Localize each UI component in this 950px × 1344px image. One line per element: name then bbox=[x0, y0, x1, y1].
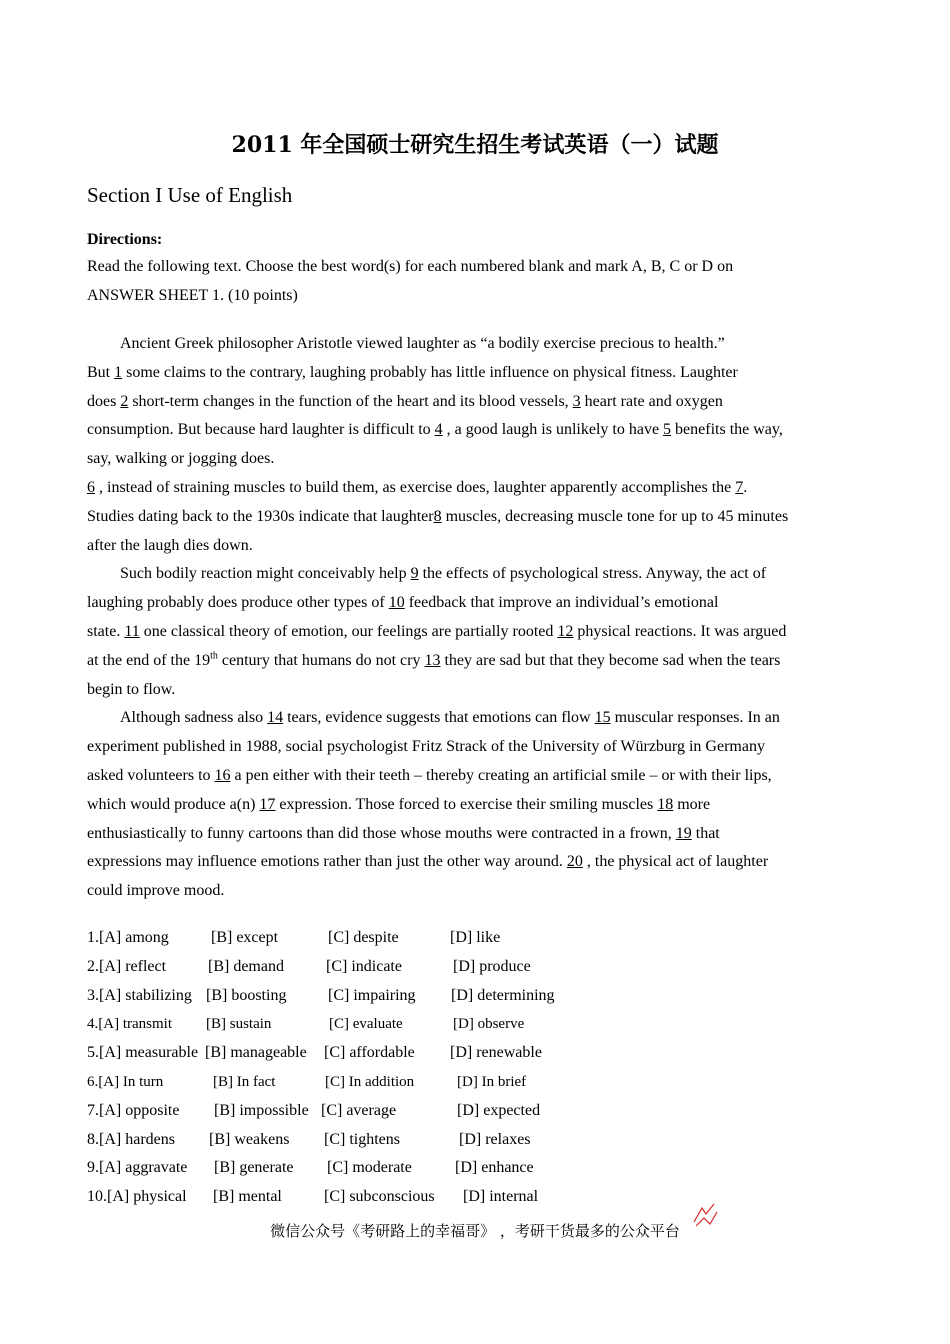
option-b: [B] except bbox=[211, 929, 279, 946]
passage-text: benefits the way, bbox=[671, 421, 783, 439]
option-a: 5.[A] measurable bbox=[87, 1044, 199, 1062]
option-a: 10.[A] physical bbox=[87, 1188, 187, 1206]
option-row-10 bbox=[87, 1183, 647, 1212]
option-a: 7.[A] opposite bbox=[87, 1101, 180, 1119]
passage-text: say, walking or jogging does. bbox=[87, 450, 275, 468]
paragraph-2 bbox=[87, 474, 859, 560]
page-title: 2011 年全国硕士研究生招生考试英语（一）试题 bbox=[231, 132, 719, 158]
option-c: [C] subconscious bbox=[324, 1188, 435, 1206]
blank-15: 15 bbox=[594, 709, 611, 727]
stamp-mark-icon bbox=[690, 1200, 720, 1230]
blank-14: 14 bbox=[267, 709, 284, 727]
option-row-4 bbox=[87, 1010, 647, 1039]
passage-text: expressions may influence emotions rather than just the other way around. bbox=[87, 853, 567, 871]
option-c: [C] evaluate bbox=[329, 1016, 403, 1033]
option-c: [C] tightens bbox=[324, 1130, 400, 1148]
passage-text: one classical theory of emotion, our feelings are partially rooted bbox=[139, 622, 558, 640]
option-d: [D] internal bbox=[463, 1188, 539, 1206]
passage-text: Such bodily reaction might conceivably help bbox=[120, 565, 411, 583]
option-row-2 bbox=[87, 953, 647, 982]
passage-text: muscular responses. In an bbox=[610, 709, 780, 727]
option-a: 4.[A] transmit bbox=[87, 1016, 172, 1033]
option-c: [C] affordable bbox=[324, 1044, 415, 1062]
option-a: 2.[A] reflect bbox=[87, 957, 167, 975]
directions-text bbox=[87, 253, 857, 311]
option-d: [D] like bbox=[450, 929, 501, 946]
passage-text: . bbox=[743, 478, 748, 496]
passage bbox=[87, 330, 859, 906]
option-b: [B] sustain bbox=[206, 1016, 272, 1033]
option-b: [B] mental bbox=[213, 1188, 282, 1206]
passage-text: feedback that improve an individual’s emotional bbox=[404, 594, 719, 612]
passage-text: Although sadness also bbox=[120, 709, 268, 727]
paragraph-4 bbox=[87, 704, 859, 906]
blank-6: 6 bbox=[87, 478, 95, 496]
superscript-th: th bbox=[210, 650, 218, 662]
option-c: [C] In addition bbox=[325, 1073, 415, 1090]
passage-text: physical reactions. It was argued bbox=[573, 622, 787, 640]
option-d: [D] determining bbox=[451, 986, 555, 1004]
blank-20: 20 bbox=[566, 853, 583, 871]
option-d: [D] enhance bbox=[455, 1159, 534, 1177]
option-c: [C] indicate bbox=[326, 957, 402, 975]
passage-text: that bbox=[691, 824, 720, 842]
passage-text: short-term changes in the function of the heart and its blood vessels, bbox=[128, 392, 573, 410]
option-d: [D] renewable bbox=[450, 1044, 542, 1062]
passage-text: asked volunteers to bbox=[87, 766, 215, 784]
blank-12: 12 bbox=[557, 622, 574, 640]
option-c: [C] moderate bbox=[327, 1159, 412, 1177]
passage-text: the effects of psychological stress. Anyway, the act of bbox=[418, 565, 767, 583]
passage-text: experiment published in 1988, social psychologist Fritz Strack of the University of Würzburg in Germany bbox=[87, 738, 765, 756]
blank-17: 17 bbox=[259, 795, 276, 813]
option-d: [D] In brief bbox=[457, 1073, 527, 1090]
option-d: [D] relaxes bbox=[459, 1130, 531, 1148]
passage-text: , instead of straining muscles to build them, as exercise does, laughter apparently accomplishes the bbox=[95, 478, 736, 496]
passage-text: laughing probably does produce other types of bbox=[87, 594, 389, 612]
passage-text: , a good laugh is unlikely to have bbox=[442, 421, 664, 439]
option-a: 6.[A] In turn bbox=[87, 1073, 164, 1090]
option-d: [D] observe bbox=[453, 1016, 525, 1033]
passage-text: they are sad but that they become sad when the tears bbox=[440, 651, 781, 669]
passage-text: enthusiastically to funny cartoons than did those whose mouths were contracted in a frown, bbox=[87, 824, 676, 842]
option-row-7 bbox=[87, 1097, 647, 1126]
option-c: [C] despite bbox=[328, 929, 399, 946]
blank-7: 7 bbox=[735, 478, 744, 496]
passage-text: heart rate and oxygen bbox=[580, 392, 723, 410]
directions-line: ANSWER SHEET 1. (10 points) bbox=[87, 286, 298, 304]
blank-2: 2 bbox=[120, 392, 129, 410]
passage-text: muscles, decreasing muscle tone for up to 45 minutes bbox=[441, 507, 789, 525]
passage-text: Studies dating back to the 1930s indicate that laughter bbox=[87, 507, 434, 525]
directions-line: Read the following text. Choose the best word(s) for each numbered blank and mark A, B, C or D on bbox=[87, 258, 734, 275]
blank-13: 13 bbox=[424, 651, 441, 669]
passage-text: But bbox=[87, 363, 115, 381]
passage-text: a pen either with their teeth – thereby creating an artificial smile – or with their lips, bbox=[230, 766, 772, 784]
paragraph-3 bbox=[87, 560, 859, 704]
passage-text: tears, evidence suggests that emotions can flow bbox=[283, 709, 595, 727]
blank-1: 1 bbox=[114, 363, 123, 381]
option-a: 1.[A] among bbox=[87, 929, 169, 946]
passage-text: century that humans do not cry bbox=[217, 651, 425, 669]
passage-text: could improve mood. bbox=[87, 882, 225, 900]
option-row-3 bbox=[87, 982, 647, 1011]
passage-text: more bbox=[673, 795, 711, 813]
blank-3: 3 bbox=[572, 392, 581, 410]
passage-text: Ancient Greek philosopher Aristotle viewed laughter as “a bodily exercise precious to health.” bbox=[120, 335, 725, 352]
blank-9: 9 bbox=[410, 565, 419, 583]
option-c: [C] impairing bbox=[328, 986, 416, 1004]
option-b: [B] manageable bbox=[205, 1044, 307, 1062]
passage-text: after the laugh dies down. bbox=[87, 536, 253, 554]
footer-watermark: 微信公众号《考研路上的幸福哥》 ，考研干货最多的公众平台 bbox=[270, 1222, 680, 1240]
option-b: [B] demand bbox=[208, 957, 284, 975]
blank-4: 4 bbox=[434, 421, 443, 439]
option-c: [C] average bbox=[321, 1101, 397, 1119]
passage-text: state. bbox=[87, 622, 125, 640]
option-d: [D] produce bbox=[453, 957, 531, 975]
option-b: [B] generate bbox=[214, 1159, 294, 1177]
passage-text: at the end of the 19 bbox=[87, 651, 211, 669]
option-b: [B] boosting bbox=[206, 986, 287, 1004]
passage-text: consumption. But because hard laughter is difficult to bbox=[87, 421, 435, 439]
option-d: [D] expected bbox=[457, 1101, 541, 1119]
blank-18: 18 bbox=[657, 795, 674, 813]
passage-text: , the physical act of laughter bbox=[582, 853, 769, 871]
answer-options bbox=[87, 924, 647, 1212]
passage-text: which would produce a(n) bbox=[87, 795, 260, 813]
option-row-6 bbox=[87, 1068, 647, 1097]
option-row-1 bbox=[87, 924, 647, 953]
option-row-9 bbox=[87, 1154, 647, 1183]
section-heading: Section I Use of English bbox=[87, 183, 293, 207]
passage-text: expression. Those forced to exercise their smiling muscles bbox=[275, 795, 658, 813]
option-row-8 bbox=[87, 1126, 647, 1155]
blank-10: 10 bbox=[388, 594, 405, 612]
directions-label: Directions: bbox=[87, 231, 163, 248]
blank-16: 16 bbox=[214, 766, 231, 784]
option-b: [B] In fact bbox=[213, 1073, 276, 1090]
passage-text: does bbox=[87, 392, 121, 410]
option-a: 8.[A] hardens bbox=[87, 1130, 175, 1148]
option-a: 3.[A] stabilizing bbox=[87, 986, 192, 1004]
option-b: [B] impossible bbox=[214, 1101, 309, 1119]
blank-8: 8 bbox=[433, 507, 442, 525]
blank-5: 5 bbox=[663, 421, 672, 439]
passage-text: some claims to the contrary, laughing probably has little influence on physical fitness. Laughter bbox=[122, 363, 738, 381]
blank-19: 19 bbox=[675, 824, 692, 842]
option-b: [B] weakens bbox=[209, 1130, 290, 1148]
option-a: 9.[A] aggravate bbox=[87, 1159, 188, 1177]
option-row-5 bbox=[87, 1039, 647, 1068]
passage-text: begin to flow. bbox=[87, 680, 176, 698]
blank-11: 11 bbox=[124, 622, 140, 640]
paragraph-1 bbox=[87, 330, 859, 474]
